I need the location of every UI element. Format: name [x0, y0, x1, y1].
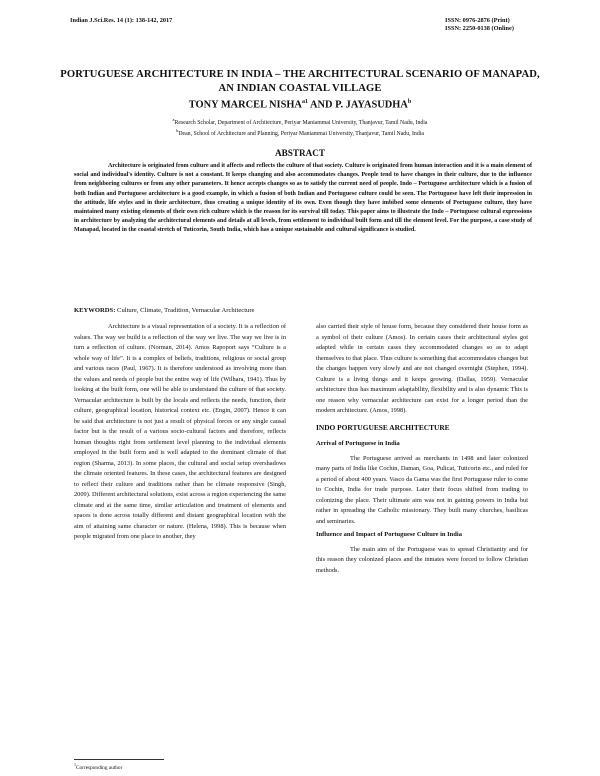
- keywords-line: [74, 307, 532, 314]
- affiliation-1: [60, 117, 540, 126]
- keywords-text: Culture, Climate, Tradition, Vernacular Architecture: [115, 307, 255, 314]
- body-column-left: [74, 322, 286, 543]
- section-heading: INDO PORTUGUESE ARCHITECTURE: [316, 422, 450, 432]
- author-1-marker: a1: [301, 99, 308, 105]
- footnote: [74, 762, 122, 771]
- author-line: [60, 99, 540, 110]
- footnote-divider: [74, 759, 164, 760]
- intro-paragraph-continued: also carried their style of house form, because they considered their house form as a symbol of their culture (Amos). In certain cases their architectural styles got adapted while in certain cases they accommodated changes so as to adapt themselves to that place. Thus culture is something that accommodates changes but the changes happen very slowly and are not changed overnight (Stephen, 1994). Culture is a living things and it keeps growing. (Dallas, 1959). Vernacular architecture thus has maximum adaptability, flexibility and is also dynamic This is one reason why vernacular architecture can exist for a longer period than the modern architecture. (Amos, 1998).: [316, 323, 528, 414]
- arrival-paragraph: The Portuguese arrived as merchants in 1498 and later colonized many parts of India like Cochin, Daman, Goa, Pulicat, Tuticorin etc., and ruled for a period of about 400 years. Vasco da Gama was the first Portuguese ruler to come to Cochin, India for trade purpose. Later their focus shifted from trading to colonizing the place. Their ultimate aim was not in gaining powers in India but rather in spreading the Catholic missionary. They built many churches, basilicas and seminaries.: [316, 454, 528, 525]
- subsection-heading-influence: Influence and Impact of Portuguese Culture in India: [316, 531, 462, 538]
- issn-online: ISSN: 2250-0138 (Online): [445, 25, 514, 32]
- affiliation-2: [60, 128, 540, 137]
- abstract-text: Architecture is originated from culture and it affects and reflects the culture of that society. Culture is originated from human interaction and it is a main element of social and individual's identity. Culture is not a constant. It keeps changing and also accommodates changes. People tend to have changes in their culture, due to the influence from neighboring cultures or from any other parameters. It hence accepts changes so as to satisfy the current need of people. Indo – Portuguese architecture which is a fusion of both Indian and Portuguese architecture is a good example, in which a fusion of both Indian and Portuguese culture could be seen. The Portuguese have left their impression in the attitude, life styles and in their architecture, thus creating a unique identity of its own. Even though they have imbibed some elements of Portuguese culture, they have maintained many existing elements of their own rich culture which is the reason for its survival till today. This paper aims to illustrate the Indo – Portuguese cultural expressions in architecture by analyzing the architectural elements and details at all levels, from settlement to individual built form and till the element level. For the purpose, a case study of Manapad, located in the coastal stretch of Tuticorin, South India, which has a unique sustainable and cultural significance is studied.: [74, 163, 532, 234]
- paper-title: PORTUGUESE ARCHITECTURE IN INDIA – THE ARCHITECTURAL SCENARIO OF MANAPAD, AN INDIAN COASTAL VILLAGE: [60, 69, 540, 94]
- affiliation-1-text: Research Scholar, Department of Architecture, Periyar Maniammai University, Thanjavur, Tamil Nadu, India: [174, 119, 428, 126]
- affiliation-2-text: Dean, School of Architecture and Planning, Periyar Maniammai University, Thanjavur, Tamil Nadu, India: [178, 130, 424, 137]
- affiliation-2-marker: b: [176, 128, 179, 133]
- issn-print: ISSN: 0976-2876 (Print): [445, 17, 510, 24]
- intro-paragraph: Architecture is a visual representation of a society. It is a reflection of values. The way we build is a reflection of the way we live. The way we live is in turn a reflection of culture. (Norman, 2014). Amos Rapoport says “Culture is a whole way of life”. It is a complex of beliefs, traditions, religious or social group and various races (Paul, 1967). It is therefore understood as involving more than the values and needs of people but the entire way of life (Wilhara, 1941). Thus by looking at the built form, one will be able to understand the culture of that society. Vernacular architecture is built by the locals and reflects the needs, function, their culture, geographical location, historical context etc. (Engin, 2007). Hence it can be said that architecture is not just a result of physical forces or any single causal factor but is the result of a various socio-cultural factors and therefore, reflects human thoughts right from settlement level planning to the individual elements employed in the built form and is well adapted to the dominant climate of that region (Sharma, 2013). In some places, the cultural and social setup overshadows the climate oriented features. In these cases, the architectural features are designed to reflect their culture and traditions rather than be climate responsive (Singh, 2009). Different architectural solutions, exist across a region experiencing the same climate and at the same time, similar articulation and treatment of elements and spaces is done across totally different and distant geographical location with the aim of attaining same character or nature. (Helena, 1998). This is because when people migrated from one place to another, they: [74, 323, 286, 540]
- author-2: P. JAYASUDHA: [335, 99, 408, 111]
- body-column-right: [316, 322, 528, 576]
- author-2-marker: b: [407, 99, 412, 105]
- issn-block: [445, 17, 514, 33]
- keywords-label: KEYWORDS:: [74, 307, 116, 314]
- affiliation-1-marker: a: [172, 117, 175, 122]
- journal-citation: Indian J.Sci.Res. 14 (1): 138-142, 2017: [70, 17, 173, 24]
- subsection-heading-arrival: Arrival of Portuguese in India: [316, 440, 400, 447]
- abstract-heading: ABSTRACT: [274, 148, 326, 158]
- author-1: TONY MARCEL NISHA: [188, 99, 302, 111]
- footnote-marker: 1: [74, 762, 76, 767]
- author-join: AND: [307, 99, 336, 111]
- footnote-text: Corresponding author: [76, 764, 123, 771]
- influence-paragraph: The main aim of the Portuguese was to spread Christianity and for this reason they colonized places and the inmates were forced to follow Christian methods.: [316, 545, 528, 574]
